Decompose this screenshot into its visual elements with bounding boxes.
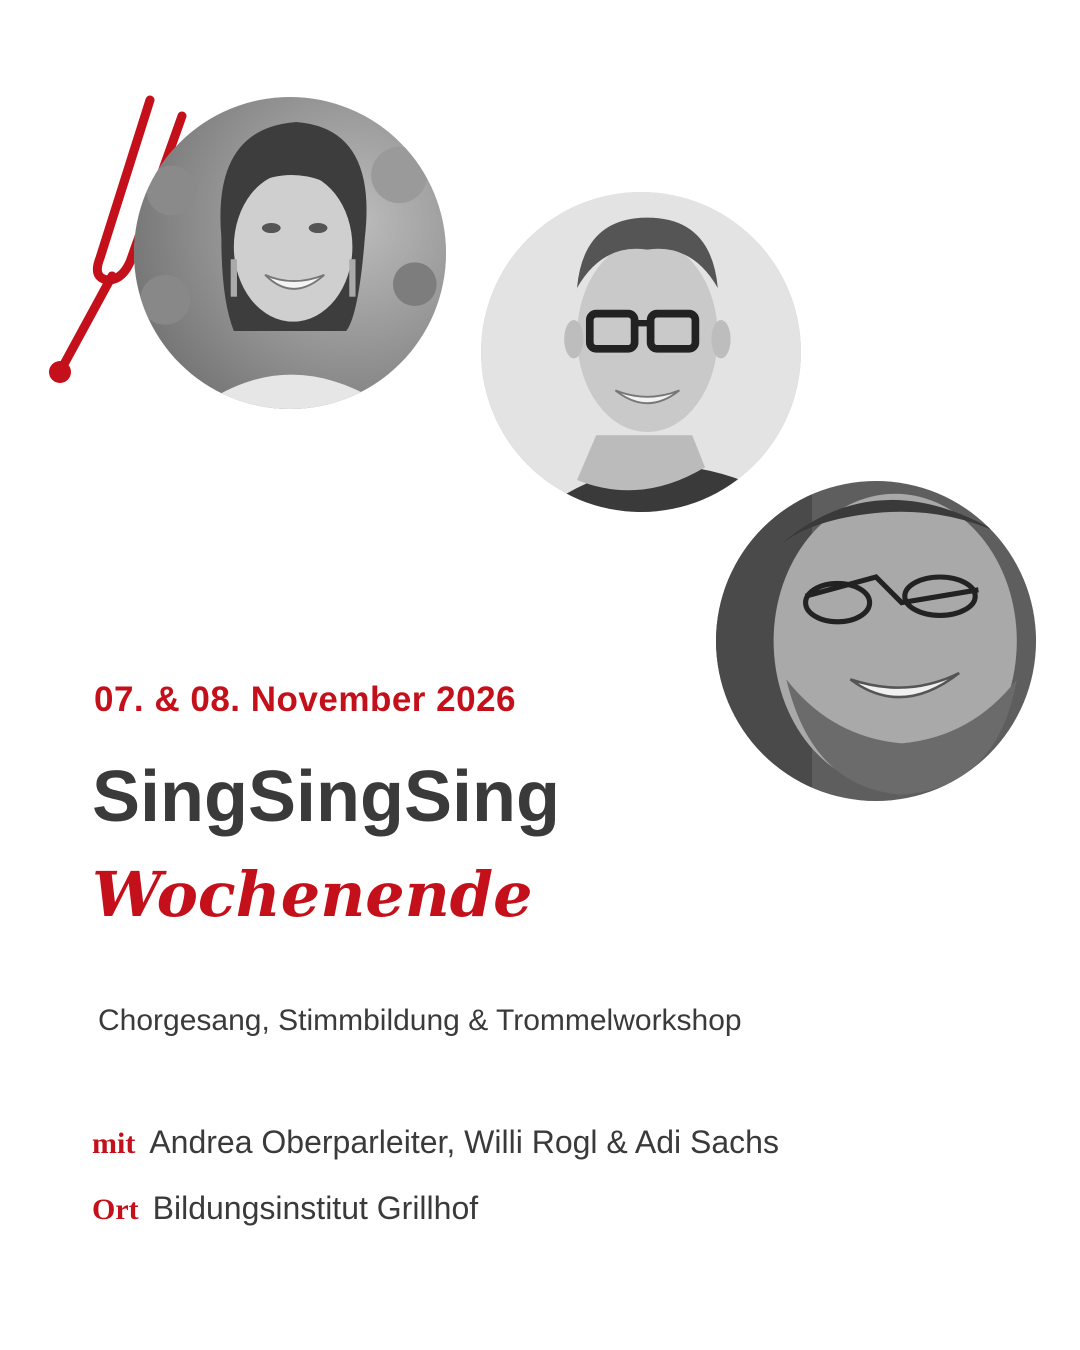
location-label: Ort — [92, 1193, 139, 1226]
portrait-adi — [716, 481, 1036, 801]
event-description: Chorgesang, Stimmbildung & Trommelworkshop — [98, 1004, 742, 1037]
event-date: 07. & 08. November 2026 — [94, 680, 517, 719]
portrait-willi — [481, 192, 801, 512]
presenters-names: Andrea Oberparleiter, Willi Rogl & Adi Sachs — [149, 1124, 779, 1160]
presenters-row — [92, 1124, 779, 1161]
location-row — [92, 1190, 478, 1227]
event-subtitle: Wochenende — [92, 858, 533, 931]
event-title: SingSingSing — [92, 757, 560, 837]
portrait-andrea — [134, 97, 446, 409]
presenters-label: mit — [92, 1127, 136, 1160]
location-name: Bildungsinstitut Grillhof — [152, 1190, 479, 1226]
